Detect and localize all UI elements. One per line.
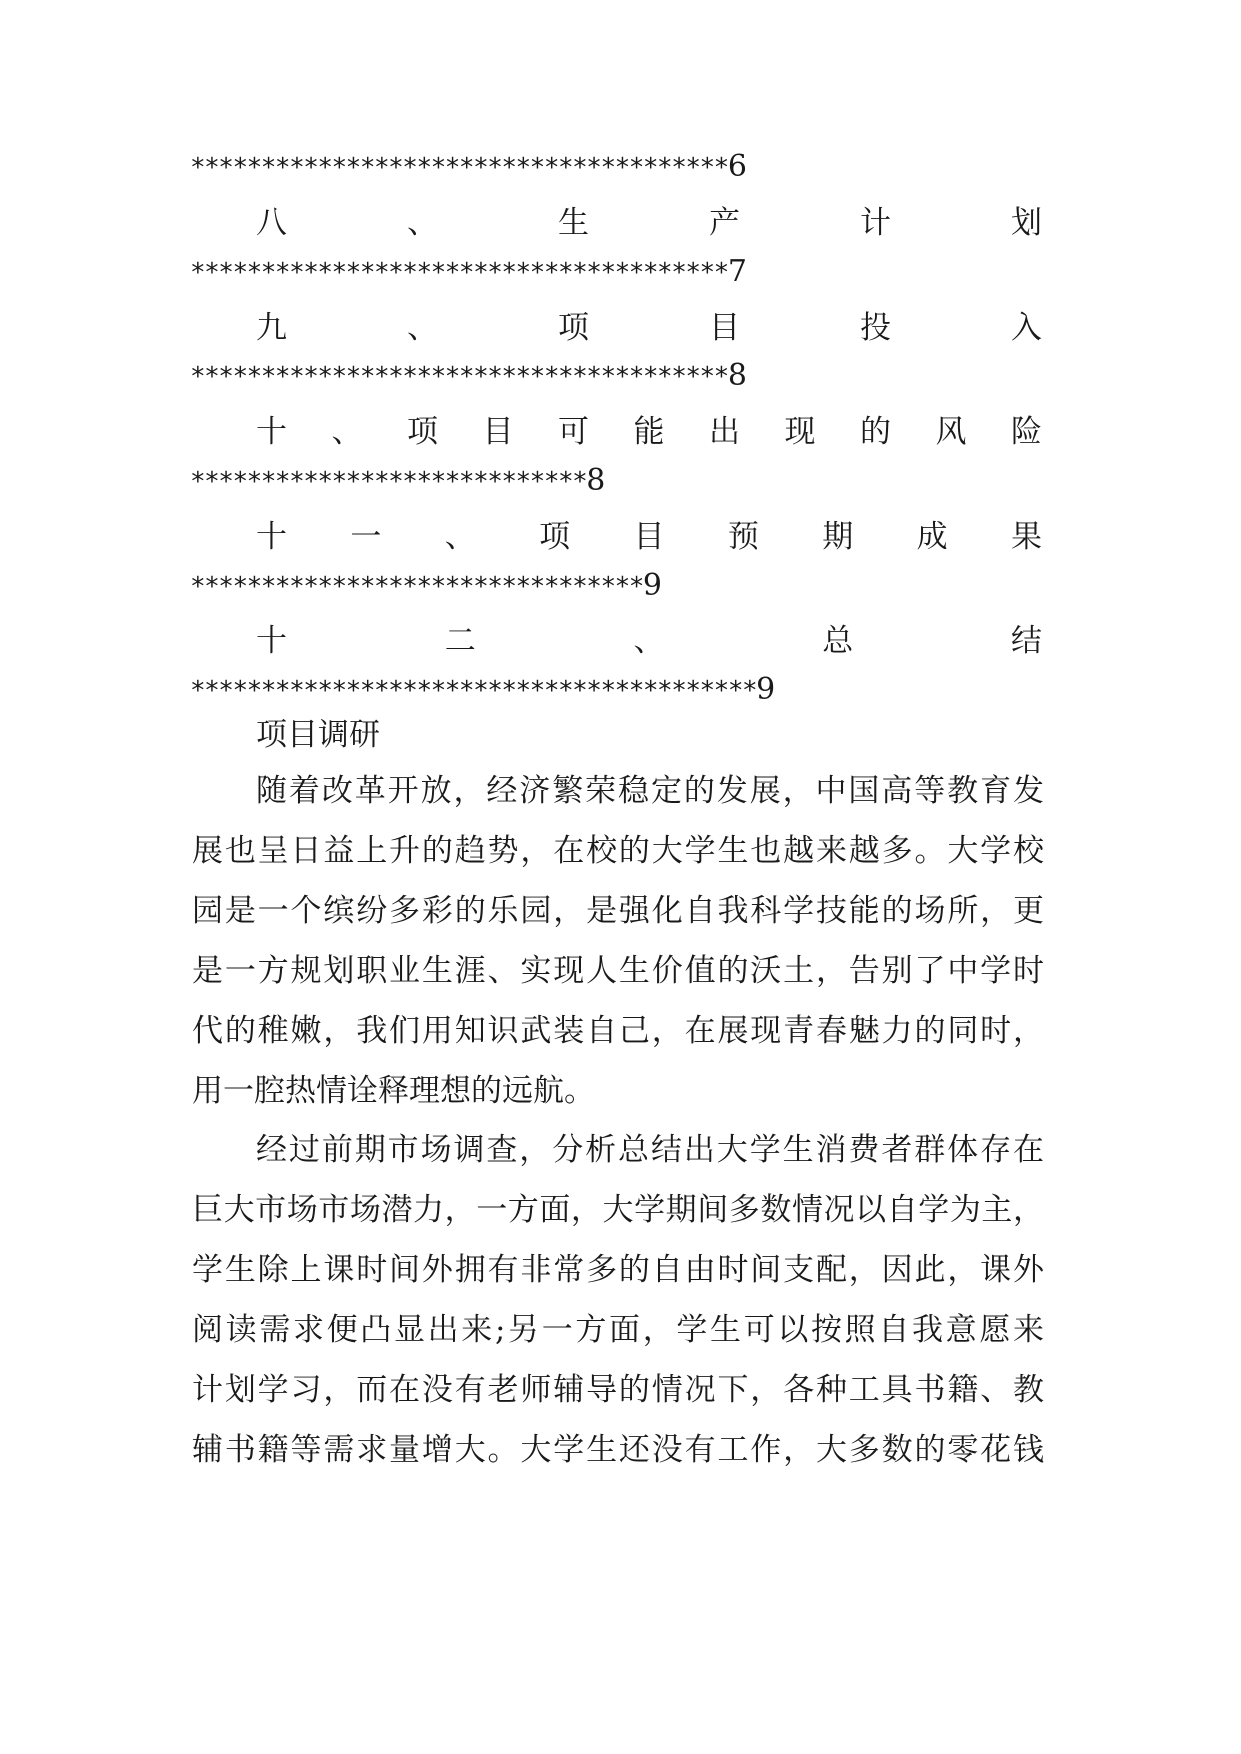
paragraph-market-analysis	[192, 1120, 1044, 1480]
paragraph-line: 巨大市场市场潜力，一方面，大学期间多数情况以自学为主，	[192, 1192, 1044, 1228]
toc-entry-char: 九	[256, 309, 287, 346]
toc-entry-char: 险	[1011, 413, 1042, 450]
toc-page-number: 8	[586, 463, 606, 498]
paragraph-line: 经过前期市场调查，分析总结出大学生消费者群体存在	[256, 1132, 1044, 1168]
toc-entry-expected-results	[192, 503, 1042, 563]
toc-entry-char: 、	[331, 413, 363, 450]
paragraph-line: 随着改革开放，经济繁荣稳定的发展，中国高等教育发	[256, 773, 1044, 809]
toc-entry-char: 期	[822, 518, 854, 555]
toc-entry-char: 的	[860, 413, 891, 450]
toc-entry-char: 生	[558, 204, 589, 241]
toc-leader-line	[190, 356, 747, 397]
toc-entry-char: 能	[633, 413, 665, 450]
toc-entry-char: 项	[407, 413, 438, 450]
toc-entry-char: 一	[350, 518, 382, 555]
toc-leader-line	[190, 566, 662, 607]
toc-page-number: 7	[727, 254, 747, 289]
toc-entry-char: 八	[256, 204, 287, 241]
toc-entry-char: 划	[1011, 204, 1042, 241]
paragraph-line: 学生除上课时间外拥有非常多的自由时间支配，因此，课外	[192, 1252, 1044, 1288]
toc-leader-stars: ****************************	[190, 467, 587, 497]
toc-entry-char: 十	[256, 518, 287, 555]
toc-entry-char: 项	[558, 309, 589, 346]
toc-leader-line	[190, 147, 747, 188]
toc-page-number: 9	[756, 672, 776, 707]
toc-entry-char: 结	[1011, 622, 1042, 659]
toc-page-number: 9	[642, 568, 662, 603]
toc-entry-char: 、	[407, 309, 438, 346]
toc-page-number: 6	[727, 149, 747, 184]
toc-entry-char: 风	[935, 413, 967, 450]
toc-leader-line	[190, 670, 775, 711]
paragraph-line: 计划学习，而在没有老师辅导的情况下，各种工具书籍、教	[192, 1372, 1044, 1408]
toc-leader-stars: ********************************	[190, 572, 643, 602]
toc-leader-stars: **************************************	[190, 153, 728, 183]
toc-entry-char: 、	[407, 204, 438, 241]
toc-entry-char: 可	[558, 413, 589, 450]
toc-leader-line	[190, 252, 747, 293]
toc-leader-stars: **************************************	[190, 362, 728, 392]
paragraph-line: 展也呈日益上升的趋势，在校的大学生也越来越多。大学校	[192, 833, 1044, 869]
toc-entry-char: 计	[860, 204, 891, 241]
paragraph-line: 阅读需求便凸显出来;另一方面，学生可以按照自我意愿来	[192, 1312, 1044, 1348]
toc-entry-char: 、	[633, 622, 665, 659]
toc-entry-char: 入	[1011, 309, 1042, 346]
toc-entry-char: 出	[709, 413, 740, 450]
toc-entry-char: 产	[709, 204, 740, 241]
paragraph-line: 辅书籍等需求量增大。大学生还没有工作，大多数的零花钱	[192, 1432, 1044, 1468]
paragraph-line: 园是一个缤纷多彩的乐园，是强化自我科学技能的场所，更	[192, 893, 1044, 929]
toc-entry-char: 二	[444, 622, 476, 659]
toc-entry-char: 总	[822, 622, 854, 659]
paragraph-research-intro	[192, 761, 1044, 1121]
paragraph-line: 代的稚嫩，我们用知识武装自己，在展现青春魅力的同时，	[192, 1013, 1044, 1049]
toc-entry-char: 现	[784, 413, 816, 450]
toc-entry-char: 目	[633, 518, 665, 555]
toc-entry-char: 、	[444, 518, 476, 555]
toc-entry-char: 项	[539, 518, 571, 555]
toc-entry-project-investment	[192, 294, 1042, 354]
toc-entry-char: 十	[256, 413, 287, 450]
toc-entry-summary	[192, 607, 1042, 667]
toc-entry-production-plan	[192, 189, 1042, 249]
toc-page-number: 8	[727, 358, 747, 393]
toc-leader-stars: **************************************	[190, 258, 728, 288]
toc-entry-char: 投	[860, 309, 891, 346]
toc-entry-char: 果	[1011, 518, 1042, 555]
paragraph-line: 用一腔热情诠释理想的远航。	[192, 1073, 595, 1109]
section-heading: 项目调研	[256, 717, 380, 753]
toc-entry-char: 成	[916, 518, 948, 555]
toc-leader-line	[190, 461, 605, 502]
toc-entry-char: 目	[709, 309, 740, 346]
toc-entry-project-risks	[192, 398, 1042, 458]
paragraph-line: 是一方规划职业生涯、实现人生价值的沃土，告别了中学时	[192, 953, 1044, 989]
toc-leader-stars: ****************************************	[190, 676, 757, 706]
toc-entry-char: 十	[256, 622, 287, 659]
toc-entry-char: 预	[727, 518, 759, 555]
toc-entry-char: 目	[482, 413, 514, 450]
